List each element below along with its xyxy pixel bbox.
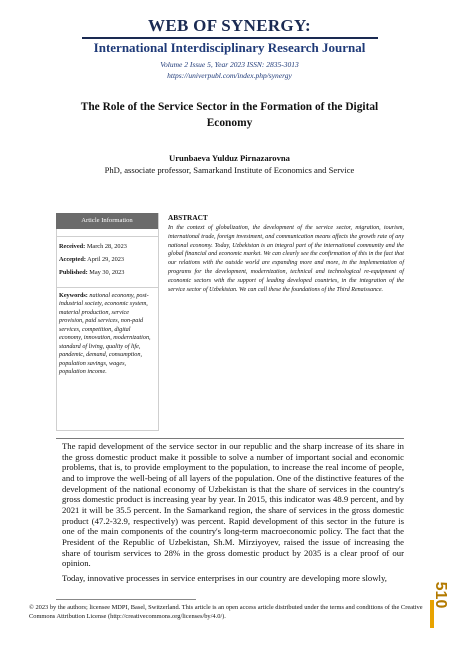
keywords-divider — [56, 287, 158, 288]
article-info-heading: Article Information — [56, 213, 158, 229]
journal-volume-line: Volume 2 Issue 5, Year 2023 ISSN: 2835-3013 — [160, 60, 299, 69]
accepted-label: Accepted: — [59, 256, 86, 263]
author-affiliation: PhD, associate professor, Samarkand Institute of Economics and Service — [104, 165, 355, 175]
abstract-text: In the context of globalization, the development of the service sector, migration, tourism, international trade, foreign investment, and communication means affects the growth rate of any national economy. Today, Uzbekistan is an integral part of the international community and the global financial and economic market. We can clearly see the confirmation of this in the fact that our relations with the outside world are expanding more and more, in the implementation of programs for the development, modernization, technical and technological re-equipment of economic sectors with the support of leading developed countries, in the integration of the service sector of Uzbekistan. We can call these the foundations of the Third Renaissance. — [168, 225, 404, 293]
abstract-label: ABSTRACT — [168, 213, 208, 222]
body-paragraph-1: The rapid development of the service sector in our republic and the sharp increase of its share in the gross domestic product make it possible to solve a number of important social and economic problems, that is, to provide employment to the population, to increase the real income of people, and to improve the well-being of all layers of the population. One of the distinctive features of the development of the national economy of Uzbekistan is that the share of services in the country's gross domestic product is increasing year by year. In 2015, this indicator was 48.9 percent, and by 2021 it will be 35.5 percent. In the Samarkand region, the share of services in the gross domestic product (47.2-32.9, respectively) was percent. Rapid development of this sector in the future is one of the main components of the country's long-term macroeconomic policy. The fact that the President of the Republic of Uzbekistan, Sh.M. Mirziyoyev, raised the issue of increasing the share of tourism services to 28% in the gross domestic product by 2035 is a clear proof of our opinion. — [62, 441, 404, 569]
body-divider — [56, 438, 404, 439]
received-label: Received: — [59, 243, 86, 250]
license-footnote: © 2023 by the authors; licensee MDPI, Basel, Switzerland. This article is an open access article distributed under the terms and conditions of the Creative Commons Attribution License (http://creativecommons.org/licenses/by/4.0/). — [29, 604, 423, 621]
published-line — [59, 269, 124, 276]
keywords-label: Keywords: — [59, 292, 88, 299]
received-date: March 28, 2023 — [86, 243, 127, 250]
page-number: 510 — [432, 581, 449, 609]
journal-url-link[interactable]: https://univerpubl.com/index.php/synergy — [167, 71, 292, 80]
paper-title: The Role of the Service Sector in the Formation of the Digital Economy — [80, 101, 379, 129]
journal-subtitle: International Interdisciplinary Research Journal — [93, 40, 366, 55]
published-label: Published: — [59, 269, 88, 276]
body-paragraph-2: Today, innovative processes in service enterprises in our country are developing more slowly, — [62, 573, 387, 583]
footnote-divider — [56, 599, 196, 600]
received-line — [59, 243, 127, 250]
journal-title-rule — [82, 37, 378, 39]
accepted-line — [59, 256, 124, 263]
article-info-divider — [56, 236, 158, 237]
journal-title: WEB OF SYNERGY: — [148, 16, 311, 35]
keywords-text: national economy, post-industrial society, economic system, material production, service provision, paid services, non-paid services, competition, digital economy, innovation, modernization, standard of living, quality of life, pandemic, demand, consumption, population savings, wages, population income. — [59, 292, 151, 376]
author-name: Urunbaeva Yulduz Pirnazarovna — [169, 153, 290, 163]
keywords-block — [59, 292, 154, 377]
accepted-date: April 29, 2023 — [87, 256, 125, 263]
published-date: May 30, 2023 — [89, 269, 125, 276]
